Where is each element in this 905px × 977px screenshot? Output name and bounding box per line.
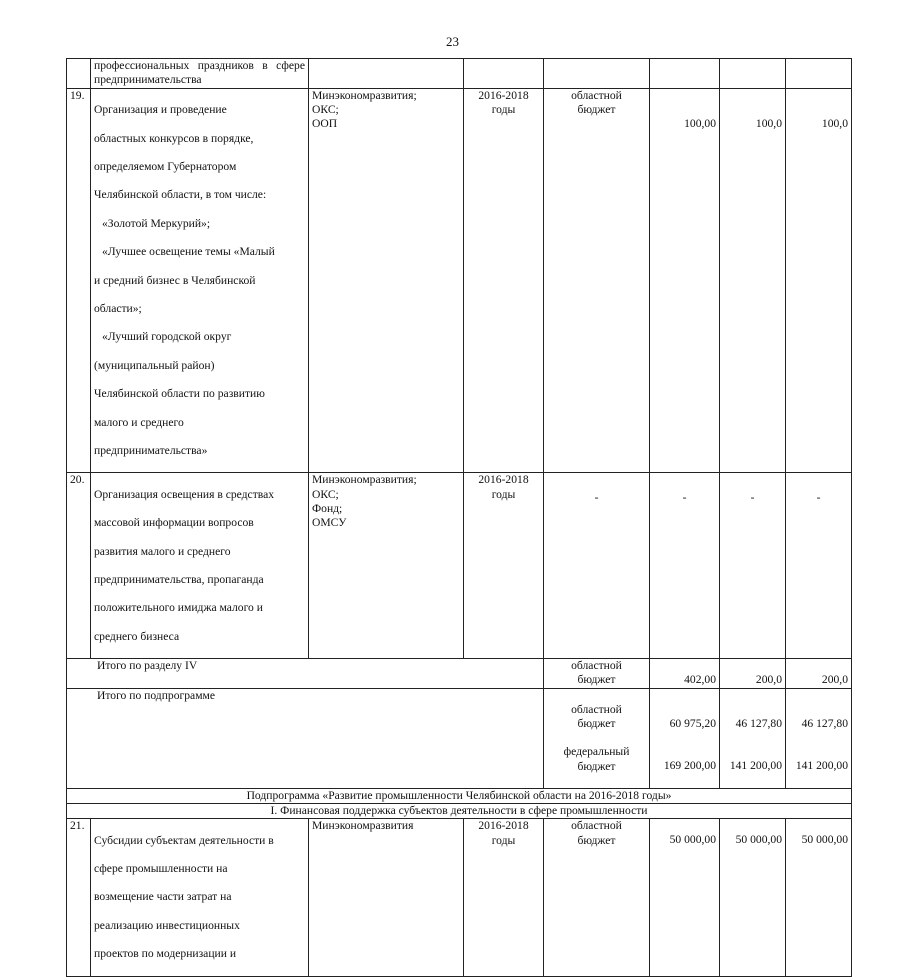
cell-period — [464, 59, 544, 89]
cell-2016 — [650, 59, 720, 89]
action-line: Организация освещения в средствах — [94, 487, 275, 501]
source-federal: федеральный бюджет — [563, 745, 630, 773]
action-line: областных конкурсов в порядке, — [94, 131, 254, 145]
action-line: предпринимательства, пропаганда — [94, 572, 264, 586]
source-regional: областной бюджет — [571, 702, 622, 730]
action-line: области»; — [94, 302, 142, 316]
total-section-label: Итого по разделу IV — [67, 659, 544, 688]
subprogram-title: Подпрограмма «Развитие промышленности Челябинской области на 2016-2018 годы» — [67, 788, 852, 803]
action-line: малого и среднего — [94, 415, 184, 429]
section-title: I. Финансовая поддержка субъектов деятельности в сфере промышленности — [67, 804, 852, 819]
cell-source: областной бюджет — [544, 659, 650, 688]
action-line: положительного имиджа малого и — [94, 601, 263, 615]
value-federal: 169 200,00 — [663, 759, 716, 773]
cell-2018 — [786, 59, 852, 89]
action-line: возмещение части затрат на — [94, 890, 232, 904]
action-line: Организация и проведение — [94, 103, 227, 117]
cell-num: 21. — [67, 819, 91, 976]
value-regional: 46 127,80 — [735, 716, 782, 730]
value-federal: 141 200,00 — [795, 759, 848, 773]
action-line: Челябинской области по развитию — [94, 387, 265, 401]
cell-action: профессиональных праздников в сфере предпринимательства — [91, 59, 309, 89]
cell-2017 — [720, 688, 786, 788]
table-row-total-section — [67, 659, 852, 688]
cell-source: областной бюджет — [544, 819, 650, 976]
cell-2016: 100,00 — [650, 89, 720, 473]
total-subprogram-label: Итого по подпрограмме — [67, 688, 544, 788]
cell-2017: - — [720, 473, 786, 659]
page-number: 23 — [446, 34, 459, 49]
action-line: определяемом Губернатором — [94, 160, 237, 174]
cell-executors: Минэкономразвития; ОКС; Фонд; ОМСУ — [309, 473, 464, 659]
table-row-20 — [67, 473, 852, 659]
cell-source — [544, 59, 650, 89]
cell-2017: 50 000,00 — [720, 819, 786, 976]
cell-2016 — [650, 688, 720, 788]
table-row-subprogram-title — [67, 788, 852, 803]
cell-source: областной бюджет — [544, 89, 650, 473]
action-line: развития малого и среднего — [94, 544, 231, 558]
cell-2017: 100,0 — [720, 89, 786, 473]
cell-executors: Минэкономразвития; ОКС; ООП — [309, 89, 464, 473]
cell-action — [91, 819, 309, 976]
cell-executors: Минэкономразвития — [309, 819, 464, 976]
action-line: (муниципальный район) — [94, 358, 215, 372]
action-line: «Золотой Меркурий»; — [102, 216, 211, 230]
cell-period: 2016-2018 годы — [464, 89, 544, 473]
table-row-21 — [67, 819, 852, 976]
action-line: среднего бизнеса — [94, 629, 180, 643]
table-row-19 — [67, 89, 852, 473]
cell-2018: 200,0 — [786, 659, 852, 688]
cell-source — [544, 688, 650, 788]
cell-action — [91, 89, 309, 473]
action-line: Субсидии субъектам деятельности в — [94, 833, 274, 847]
cell-2017: 200,0 — [720, 659, 786, 688]
value-regional: 46 127,80 — [801, 716, 848, 730]
measures-table — [66, 58, 852, 977]
cell-num: 19. — [67, 89, 91, 473]
cell-action — [91, 473, 309, 659]
cell-2016: 50 000,00 — [650, 819, 720, 976]
cell-2016: - — [650, 473, 720, 659]
action-line: «Лучшее освещение темы «Малый — [102, 245, 275, 259]
value-federal: 141 200,00 — [729, 759, 782, 773]
table-row-total-subprogram — [67, 688, 852, 788]
table-row-continuation — [67, 59, 852, 89]
action-line: реализацию инвестиционных — [94, 918, 240, 932]
table-row-section-title — [67, 804, 852, 819]
cell-2018: 50 000,00 — [786, 819, 852, 976]
cell-2018: - — [786, 473, 852, 659]
action-line: массовой информации вопросов — [94, 516, 254, 530]
cell-period: 2016-2018 годы — [464, 473, 544, 659]
cell-executors — [309, 59, 464, 89]
cell-period: 2016-2018 годы — [464, 819, 544, 976]
cell-2016: 402,00 — [650, 659, 720, 688]
cell-source: - — [544, 473, 650, 659]
action-line: «Лучший городской округ — [102, 330, 232, 344]
action-line: предпринимательства» — [94, 444, 208, 458]
cell-2018: 100,0 — [786, 89, 852, 473]
cell-2017 — [720, 59, 786, 89]
action-line: Челябинской области, в том числе: — [94, 188, 267, 202]
action-line: сфере промышленности на — [94, 861, 228, 875]
cell-num: 20. — [67, 473, 91, 659]
cell-2018 — [786, 688, 852, 788]
value-regional: 60 975,20 — [669, 716, 716, 730]
action-line: проектов по модернизации и — [94, 947, 237, 961]
action-line: и средний бизнес в Челябинской — [94, 273, 256, 287]
cell-num — [67, 59, 91, 89]
